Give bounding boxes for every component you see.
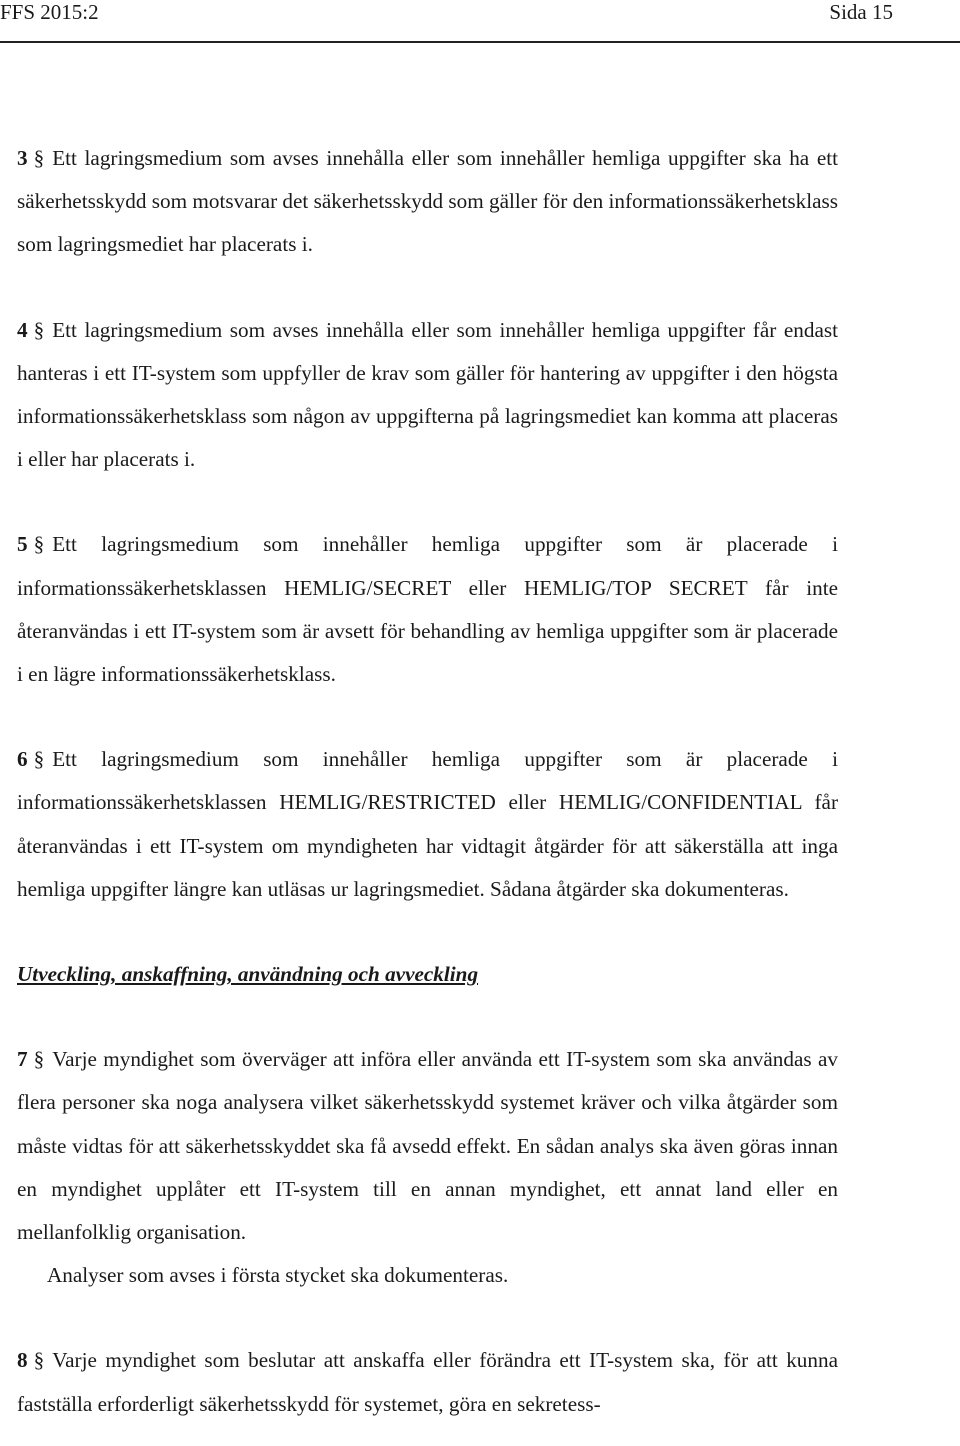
section-sign-icon: §: [33, 1047, 45, 1072]
paragraph-number: 5: [17, 532, 28, 557]
paragraph-5: [17, 523, 838, 696]
document-body: [17, 137, 838, 1426]
section-heading: Utveckling, anskaffning, användning och avveckling: [17, 962, 479, 987]
paragraph-4: [17, 309, 838, 482]
paragraph-6: [17, 738, 838, 911]
paragraph-text: Varje myndighet som överväger att införa eller använda ett IT-system som ska användas av flera personer ska noga analysera vilket säkerhetsskydd systemet kräver och vilka åtgärder som måste vidtas för att säkerhetsskyddet ska få avsedd effekt. En sådan analys ska även göras innan en myndighet upplåter ett IT-system till en annan myndighet, ett annat land eller en mellanfolklig organisation.: [17, 1047, 838, 1245]
paragraph-8: [17, 1339, 838, 1425]
paragraph-text: Ett lagringsmedium som innehåller hemliga uppgifter som är placerade i informationssäkerhetsklassen HEMLIG/RESTRICTED eller HEMLIG/CONFIDENTIAL får återanvändas i ett IT-system om myndigheten har vidtagit åtgärder för att säkerställa att inga hemliga uppgifter längre kan utläsas ur lagringsmediet. Sådana åtgärder ska dokumenteras.: [17, 747, 838, 901]
section-sign-icon: §: [33, 317, 45, 342]
section-sign-icon: §: [33, 1348, 45, 1373]
paragraph-number: 4: [17, 317, 28, 342]
page-number: Sida 15: [829, 0, 893, 24]
paragraph-text: Ett lagringsmedium som avses innehålla eller som innehåller hemliga uppgifter får endast hanteras i ett IT-system som uppfyller de krav som gäller för hantering av uppgifter i den högsta informationssäkerhetsklass som någon av uppgifterna på lagringsmediet kan komma att placeras i eller har placerats i.: [17, 317, 838, 472]
paragraph-number: 3: [17, 146, 28, 170]
paragraph-text: Ett lagringsmedium som innehåller hemliga uppgifter som är placerade i informationssäkerhetsklassen HEMLIG/SECRET eller HEMLIG/TOP SECRET får inte återanvändas i ett IT-system som är avsett för behandling av hemliga uppgifter som är placerade i en lägre informationssäkerhetsklass.: [17, 532, 838, 687]
document-id: FFS 2015:2: [0, 0, 99, 24]
section-sign-icon: §: [33, 532, 45, 557]
paragraph-number: 6: [17, 747, 28, 772]
paragraph-text: Ett lagringsmedium som avses innehålla eller som innehåller hemliga uppgifter ska ha ett säkerhetsskydd som motsvarar det säkerhetsskydd som gäller för den informationssäkerhetsklass som lagringsmediet har placerats i.: [17, 146, 838, 257]
paragraph-3: [17, 137, 838, 267]
paragraph-7: [17, 1038, 838, 1297]
section-sign-icon: §: [33, 146, 45, 170]
paragraph-number: 7: [17, 1047, 28, 1072]
section-sign-icon: §: [33, 747, 45, 772]
header-divider: [0, 41, 960, 43]
paragraph-number: 8: [17, 1348, 28, 1373]
page-header: [0, 0, 960, 24]
paragraph-text: Varje myndighet som beslutar att anskaffa eller förändra ett IT-system ska, för att kunna fastställa erforderligt säkerhetsskydd för systemet, göra en sekretess-: [17, 1348, 838, 1416]
paragraph-continuation: Analyser som avses i första stycket ska dokumenteras.: [47, 1263, 509, 1288]
